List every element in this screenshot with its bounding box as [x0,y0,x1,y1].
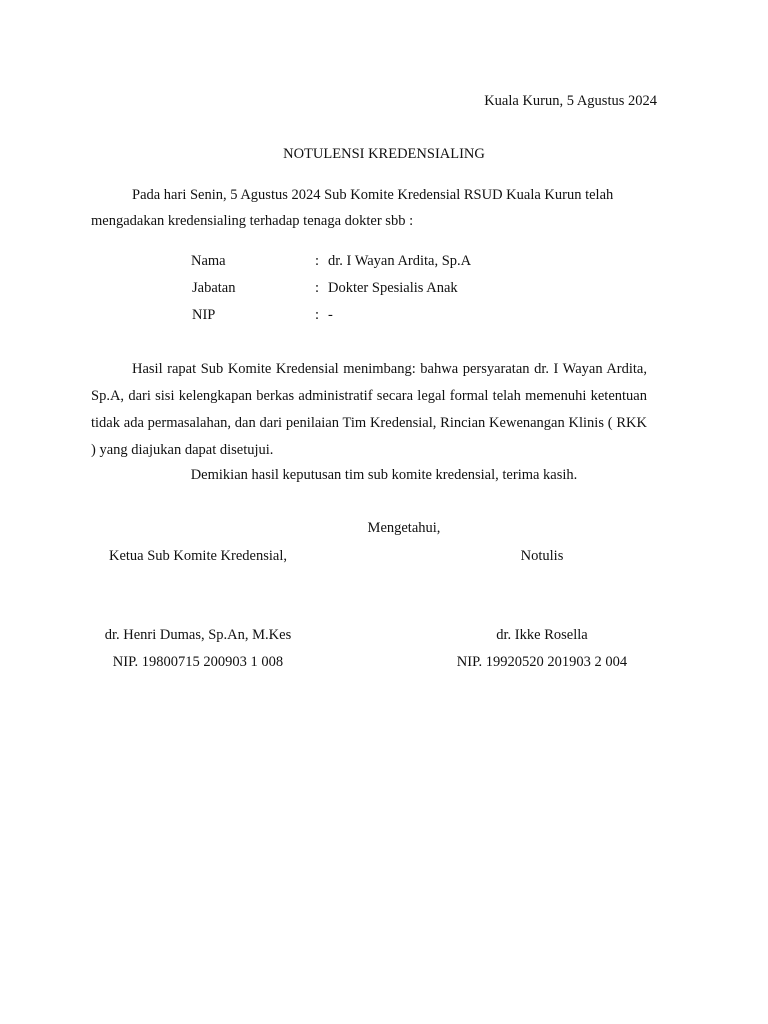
field-label-nip: NIP [192,307,216,323]
left-signatory-role: Ketua Sub Komite Kredensial, [109,548,287,564]
intro-line-1: Pada hari Senin, 5 Agustus 2024 Sub Komite Kredensial RSUD Kuala Kurun telah [132,187,614,203]
field-value-nip: - [328,307,333,323]
left-signatory-nip: NIP. 19800715 200903 1 008 [112,654,284,670]
field-colon: : [315,307,320,323]
field-label-nama: Nama [191,253,226,269]
closing-statement: Demikian hasil keputusan tim sub komite kredensial, terima kasih. [190,467,578,483]
intro-line-2: mengadakan kredensialing terhadap tenaga dokter sbb : [91,213,414,229]
left-signatory-name: dr. Henri Dumas, Sp.An, M.Kes [104,627,292,643]
place-date: Kuala Kurun, 5 Agustus 2024 [484,93,657,109]
right-signatory-nip: NIP. 19920520 201903 2 004 [456,654,628,670]
field-value-nama: dr. I Wayan Ardita, Sp.A [328,253,472,269]
document-title: NOTULENSI KREDENSIALING [283,146,485,162]
field-label-jabatan: Jabatan [192,280,236,296]
field-value-jabatan: Dokter Spesialis Anak [328,280,458,296]
field-colon: : [315,253,320,269]
result-paragraph: Hasil rapat Sub Komite Kredensial menimbang: bahwa persyaratan dr. I Wayan Ardita, Sp.A, dari sisi kelengkapan berkas administratif secara legal formal telah memenuhi ketentuan tidak ada permasalahan, dan dari penilaian Tim Kredensial, Rincian Kewenangan Klinis ( RKK ) yang diajukan dapat disetujui. [91,361,647,458]
right-signatory-name: dr. Ikke Rosella [496,627,588,643]
right-signatory-role: Notulis [520,548,564,564]
field-colon: : [315,280,320,296]
acknowledged-label: Mengetahui, [367,520,441,536]
